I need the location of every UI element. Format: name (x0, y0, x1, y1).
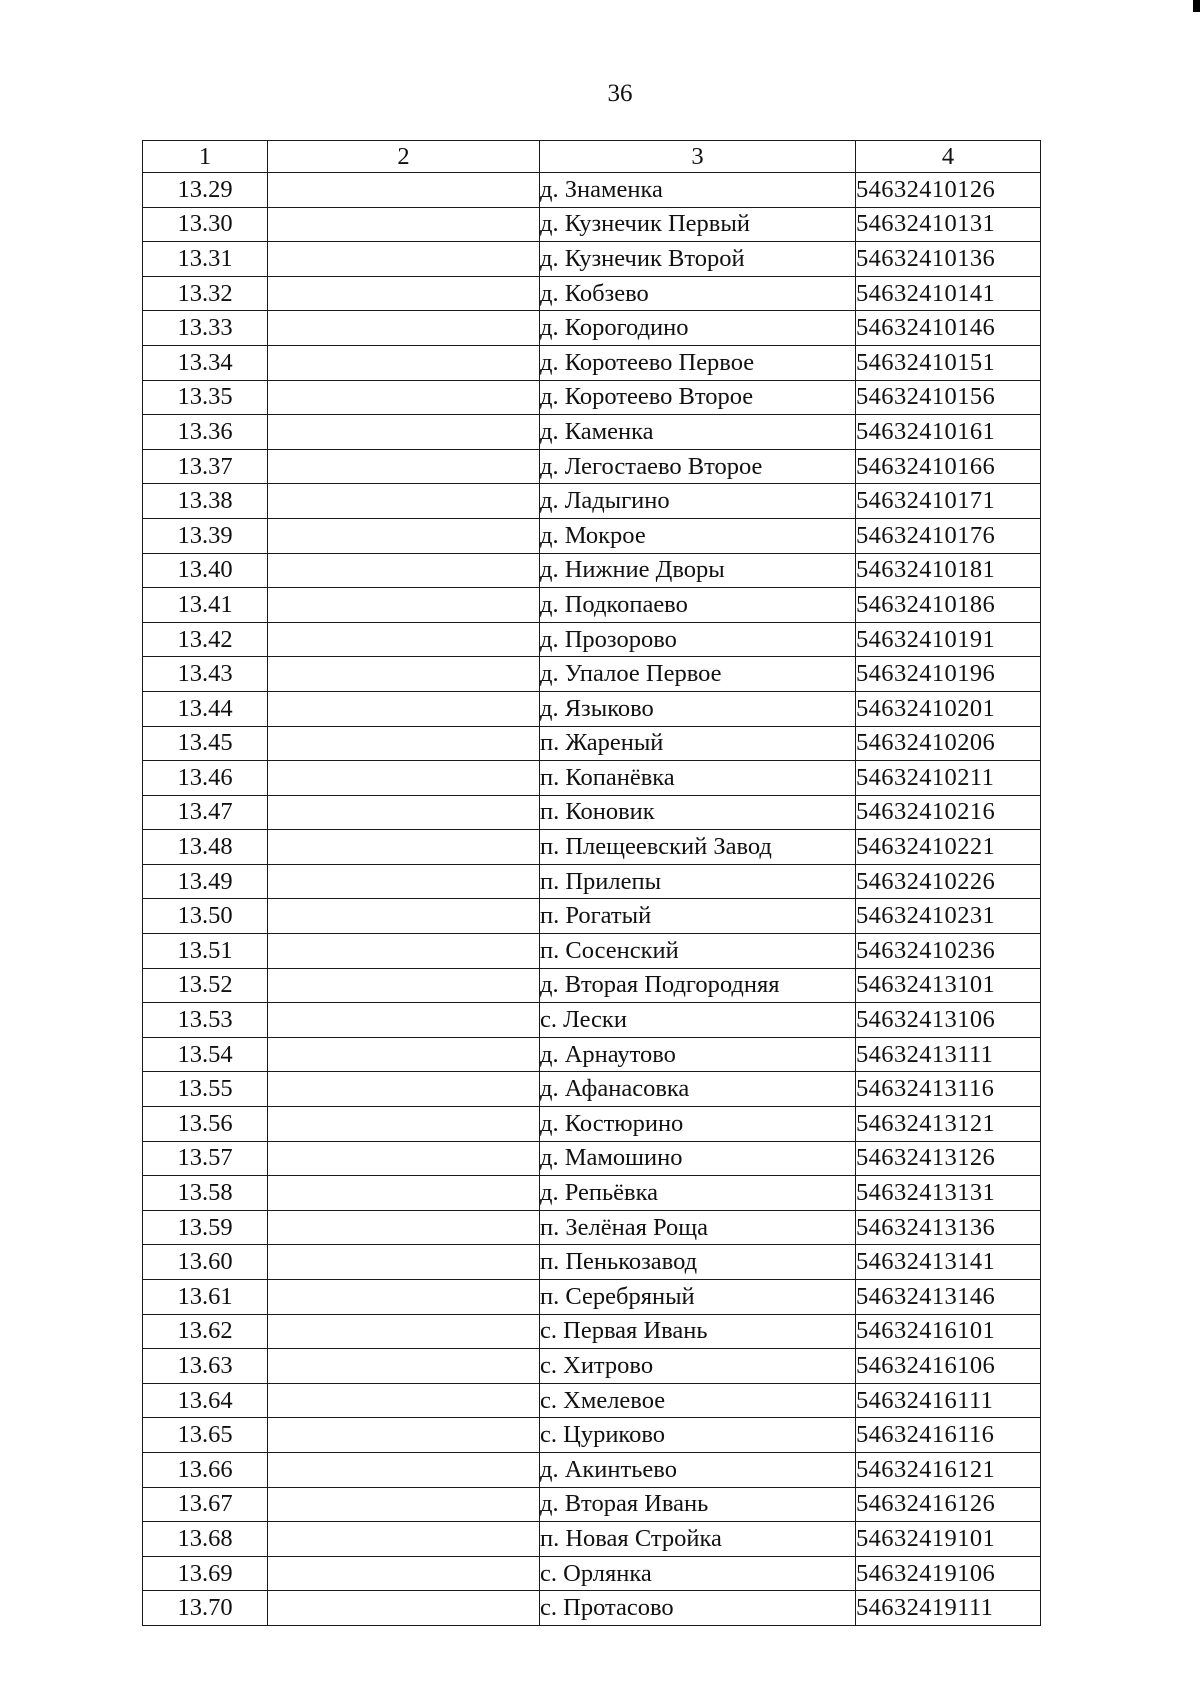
table-row (143, 449, 1041, 484)
settlement-name-cell: п. Коновик (540, 795, 856, 830)
row-number-cell: 13.33 (143, 311, 268, 346)
oktmo-code-cell: 54632416116 (856, 1418, 1041, 1453)
table-row (143, 1072, 1041, 1107)
table-row (143, 276, 1041, 311)
settlement-name-cell: д. Костюрино (540, 1107, 856, 1142)
settlement-name-cell: п. Новая Стройка (540, 1522, 856, 1557)
settlement-name-cell: д. Кобзево (540, 276, 856, 311)
table-row (143, 311, 1041, 346)
column-2-cell (268, 276, 540, 311)
row-number-cell: 13.40 (143, 553, 268, 588)
oktmo-code-cell: 54632416126 (856, 1487, 1041, 1522)
settlement-name-cell: д. Коротеево Первое (540, 345, 856, 380)
table-row (143, 761, 1041, 796)
column-2-cell (268, 1591, 540, 1626)
settlement-name-cell: д. Мокрое (540, 518, 856, 553)
row-number-cell: 13.69 (143, 1556, 268, 1591)
column-2-cell (268, 691, 540, 726)
oktmo-code-cell: 54632410186 (856, 588, 1041, 623)
settlement-name-cell: д. Мамошино (540, 1141, 856, 1176)
oktmo-code-cell: 54632413141 (856, 1245, 1041, 1280)
settlement-name-cell: д. Вторая Подгородняя (540, 968, 856, 1003)
row-number-cell: 13.52 (143, 968, 268, 1003)
settlement-name-cell: п. Сосенский (540, 934, 856, 969)
oktmo-code-cell: 54632416111 (856, 1383, 1041, 1418)
table-row (143, 1037, 1041, 1072)
table-row (143, 1314, 1041, 1349)
row-number-cell: 13.58 (143, 1176, 268, 1211)
column-2-cell (268, 345, 540, 380)
column-2-cell (268, 449, 540, 484)
oktmo-code-cell: 54632410216 (856, 795, 1041, 830)
row-number-cell: 13.42 (143, 622, 268, 657)
settlement-name-cell: д. Языково (540, 691, 856, 726)
table-row (143, 691, 1041, 726)
row-number-cell: 13.57 (143, 1141, 268, 1176)
row-number-cell: 13.53 (143, 1003, 268, 1038)
settlement-name-cell: с. Цуриково (540, 1418, 856, 1453)
row-number-cell: 13.55 (143, 1072, 268, 1107)
settlement-name-cell: д. Репьёвка (540, 1176, 856, 1211)
column-2-cell (268, 1072, 540, 1107)
settlement-name-cell: п. Плещеевский Завод (540, 830, 856, 865)
row-number-cell: 13.63 (143, 1349, 268, 1384)
settlement-name-cell: п. Пенькозавод (540, 1245, 856, 1280)
settlement-name-cell: д. Акинтьево (540, 1452, 856, 1487)
row-number-cell: 13.47 (143, 795, 268, 830)
header-col-2: 2 (268, 141, 540, 173)
row-number-cell: 13.30 (143, 207, 268, 242)
table-row (143, 1487, 1041, 1522)
column-2-cell (268, 726, 540, 761)
column-2-cell (268, 380, 540, 415)
row-number-cell: 13.31 (143, 242, 268, 277)
oktmo-code-cell: 54632410171 (856, 484, 1041, 519)
column-2-cell (268, 1556, 540, 1591)
settlement-name-cell: с. Лески (540, 1003, 856, 1038)
table-row (143, 899, 1041, 934)
settlement-name-cell: д. Подкопаево (540, 588, 856, 623)
row-number-cell: 13.64 (143, 1383, 268, 1418)
table-row (143, 864, 1041, 899)
oktmo-code-cell: 54632413146 (856, 1280, 1041, 1315)
settlement-name-cell: п. Рогатый (540, 899, 856, 934)
table-row (143, 1349, 1041, 1384)
row-number-cell: 13.34 (143, 345, 268, 380)
column-2-cell (268, 1176, 540, 1211)
settlement-name-cell: д. Знаменка (540, 173, 856, 208)
table-row (143, 345, 1041, 380)
settlement-name-cell: п. Прилепы (540, 864, 856, 899)
oktmo-code-cell: 54632416121 (856, 1452, 1041, 1487)
table-row (143, 968, 1041, 1003)
table-row (143, 1418, 1041, 1453)
oktmo-code-cell: 54632410126 (856, 173, 1041, 208)
oktmo-code-cell: 54632410191 (856, 622, 1041, 657)
table-row (143, 1280, 1041, 1315)
table-row (143, 415, 1041, 450)
table-row (143, 795, 1041, 830)
oktmo-code-cell: 54632410181 (856, 553, 1041, 588)
settlement-name-cell: д. Вторая Ивань (540, 1487, 856, 1522)
table-row (143, 207, 1041, 242)
column-2-cell (268, 761, 540, 796)
oktmo-code-cell: 54632413126 (856, 1141, 1041, 1176)
oktmo-code-cell: 54632410146 (856, 311, 1041, 346)
row-number-cell: 13.54 (143, 1037, 268, 1072)
table-row (143, 1591, 1041, 1626)
column-2-cell (268, 622, 540, 657)
row-number-cell: 13.41 (143, 588, 268, 623)
column-2-cell (268, 795, 540, 830)
table-row (143, 726, 1041, 761)
column-2-cell (268, 207, 540, 242)
row-number-cell: 13.43 (143, 657, 268, 692)
column-2-cell (268, 1107, 540, 1142)
row-number-cell: 13.68 (143, 1522, 268, 1557)
table-row (143, 484, 1041, 519)
settlement-name-cell: д. Нижние Дворы (540, 553, 856, 588)
row-number-cell: 13.51 (143, 934, 268, 969)
oktmo-code-cell: 54632410131 (856, 207, 1041, 242)
header-col-3: 3 (540, 141, 856, 173)
settlement-name-cell: д. Арнаутово (540, 1037, 856, 1072)
oktmo-code-cell: 54632410196 (856, 657, 1041, 692)
oktmo-code-cell: 54632410221 (856, 830, 1041, 865)
row-number-cell: 13.38 (143, 484, 268, 519)
row-number-cell: 13.70 (143, 1591, 268, 1626)
oktmo-code-cell: 54632413116 (856, 1072, 1041, 1107)
row-number-cell: 13.46 (143, 761, 268, 796)
settlement-name-cell: с. Первая Ивань (540, 1314, 856, 1349)
settlement-name-cell: д. Каменка (540, 415, 856, 450)
row-number-cell: 13.65 (143, 1418, 268, 1453)
oktmo-code-cell: 54632410166 (856, 449, 1041, 484)
row-number-cell: 13.32 (143, 276, 268, 311)
column-2-cell (268, 242, 540, 277)
column-2-cell (268, 1452, 540, 1487)
header-col-4: 4 (856, 141, 1041, 173)
oktmo-code-cell: 54632410226 (856, 864, 1041, 899)
table-row (143, 622, 1041, 657)
column-2-cell (268, 588, 540, 623)
settlement-name-cell: с. Хитрово (540, 1349, 856, 1384)
settlement-name-cell: п. Серебряный (540, 1280, 856, 1315)
column-2-cell (268, 518, 540, 553)
settlements-table (142, 140, 1041, 1626)
oktmo-code-cell: 54632413131 (856, 1176, 1041, 1211)
oktmo-code-cell: 54632413111 (856, 1037, 1041, 1072)
settlement-name-cell: д. Ладыгино (540, 484, 856, 519)
oktmo-code-cell: 54632416101 (856, 1314, 1041, 1349)
column-2-cell (268, 934, 540, 969)
column-2-cell (268, 1210, 540, 1245)
oktmo-code-cell: 54632410176 (856, 518, 1041, 553)
table-row (143, 1245, 1041, 1280)
table-row (143, 242, 1041, 277)
row-number-cell: 13.49 (143, 864, 268, 899)
column-2-cell (268, 1383, 540, 1418)
table-row (143, 1452, 1041, 1487)
scan-edge-mark (1193, 0, 1200, 12)
oktmo-code-cell: 54632410231 (856, 899, 1041, 934)
column-2-cell (268, 1522, 540, 1557)
settlement-name-cell: п. Жареный (540, 726, 856, 761)
column-2-cell (268, 1487, 540, 1522)
settlement-name-cell: д. Кузнечик Второй (540, 242, 856, 277)
oktmo-code-cell: 54632410206 (856, 726, 1041, 761)
settlement-name-cell: д. Коротеево Второе (540, 380, 856, 415)
oktmo-code-cell: 54632419106 (856, 1556, 1041, 1591)
row-number-cell: 13.62 (143, 1314, 268, 1349)
column-2-cell (268, 657, 540, 692)
column-2-cell (268, 553, 540, 588)
row-number-cell: 13.29 (143, 173, 268, 208)
table-row (143, 1141, 1041, 1176)
table-row (143, 1107, 1041, 1142)
column-2-cell (268, 864, 540, 899)
settlement-name-cell: д. Упалое Первое (540, 657, 856, 692)
settlement-name-cell: д. Корогодино (540, 311, 856, 346)
row-number-cell: 13.61 (143, 1280, 268, 1315)
settlement-name-cell: д. Прозорово (540, 622, 856, 657)
oktmo-code-cell: 54632410156 (856, 380, 1041, 415)
row-number-cell: 13.50 (143, 899, 268, 934)
column-2-cell (268, 1418, 540, 1453)
oktmo-code-cell: 54632413101 (856, 968, 1041, 1003)
table-row (143, 173, 1041, 208)
row-number-cell: 13.45 (143, 726, 268, 761)
oktmo-code-cell: 54632410236 (856, 934, 1041, 969)
column-2-cell (268, 899, 540, 934)
page-number: 36 (607, 80, 633, 107)
column-2-cell (268, 173, 540, 208)
table-row (143, 588, 1041, 623)
table-row (143, 1003, 1041, 1038)
column-2-cell (268, 1245, 540, 1280)
settlement-name-cell: д. Легостаево Второе (540, 449, 856, 484)
header-col-1: 1 (143, 141, 268, 173)
table-row (143, 1383, 1041, 1418)
row-number-cell: 13.67 (143, 1487, 268, 1522)
oktmo-code-cell: 54632419111 (856, 1591, 1041, 1626)
column-2-cell (268, 968, 540, 1003)
table-row (143, 1176, 1041, 1211)
column-2-cell (268, 830, 540, 865)
oktmo-code-cell: 54632410161 (856, 415, 1041, 450)
settlement-name-cell: с. Протасово (540, 1591, 856, 1626)
oktmo-code-cell: 54632413121 (856, 1107, 1041, 1142)
column-2-cell (268, 1314, 540, 1349)
row-number-cell: 13.37 (143, 449, 268, 484)
column-2-cell (268, 1280, 540, 1315)
oktmo-code-cell: 54632410151 (856, 345, 1041, 380)
column-2-cell (268, 1003, 540, 1038)
oktmo-code-cell: 54632416106 (856, 1349, 1041, 1384)
row-number-cell: 13.60 (143, 1245, 268, 1280)
table-row (143, 657, 1041, 692)
oktmo-code-cell: 54632413106 (856, 1003, 1041, 1038)
row-number-cell: 13.36 (143, 415, 268, 450)
row-number-cell: 13.66 (143, 1452, 268, 1487)
table-row (143, 1522, 1041, 1557)
settlement-name-cell: д. Афанасовка (540, 1072, 856, 1107)
oktmo-code-cell: 54632410201 (856, 691, 1041, 726)
row-number-cell: 13.48 (143, 830, 268, 865)
table-body (143, 173, 1041, 1626)
table-header (143, 141, 1041, 173)
row-number-cell: 13.44 (143, 691, 268, 726)
header-row (143, 141, 1041, 173)
column-2-cell (268, 311, 540, 346)
row-number-cell: 13.39 (143, 518, 268, 553)
table-row (143, 380, 1041, 415)
oktmo-code-cell: 54632410141 (856, 276, 1041, 311)
oktmo-code-cell: 54632410211 (856, 761, 1041, 796)
settlement-name-cell: п. Зелёная Роща (540, 1210, 856, 1245)
oktmo-code-cell: 54632413136 (856, 1210, 1041, 1245)
table-row (143, 518, 1041, 553)
column-2-cell (268, 484, 540, 519)
column-2-cell (268, 1141, 540, 1176)
column-2-cell (268, 1349, 540, 1384)
row-number-cell: 13.56 (143, 1107, 268, 1142)
row-number-cell: 13.59 (143, 1210, 268, 1245)
settlement-name-cell: д. Кузнечик Первый (540, 207, 856, 242)
settlement-name-cell: с. Орлянка (540, 1556, 856, 1591)
column-2-cell (268, 415, 540, 450)
oktmo-code-cell: 54632419101 (856, 1522, 1041, 1557)
row-number-cell: 13.35 (143, 380, 268, 415)
oktmo-code-cell: 54632410136 (856, 242, 1041, 277)
table-row (143, 830, 1041, 865)
settlement-name-cell: с. Хмелевое (540, 1383, 856, 1418)
table-row (143, 1556, 1041, 1591)
settlement-name-cell: п. Копанёвка (540, 761, 856, 796)
table-row (143, 553, 1041, 588)
table-row (143, 1210, 1041, 1245)
table-row (143, 934, 1041, 969)
column-2-cell (268, 1037, 540, 1072)
